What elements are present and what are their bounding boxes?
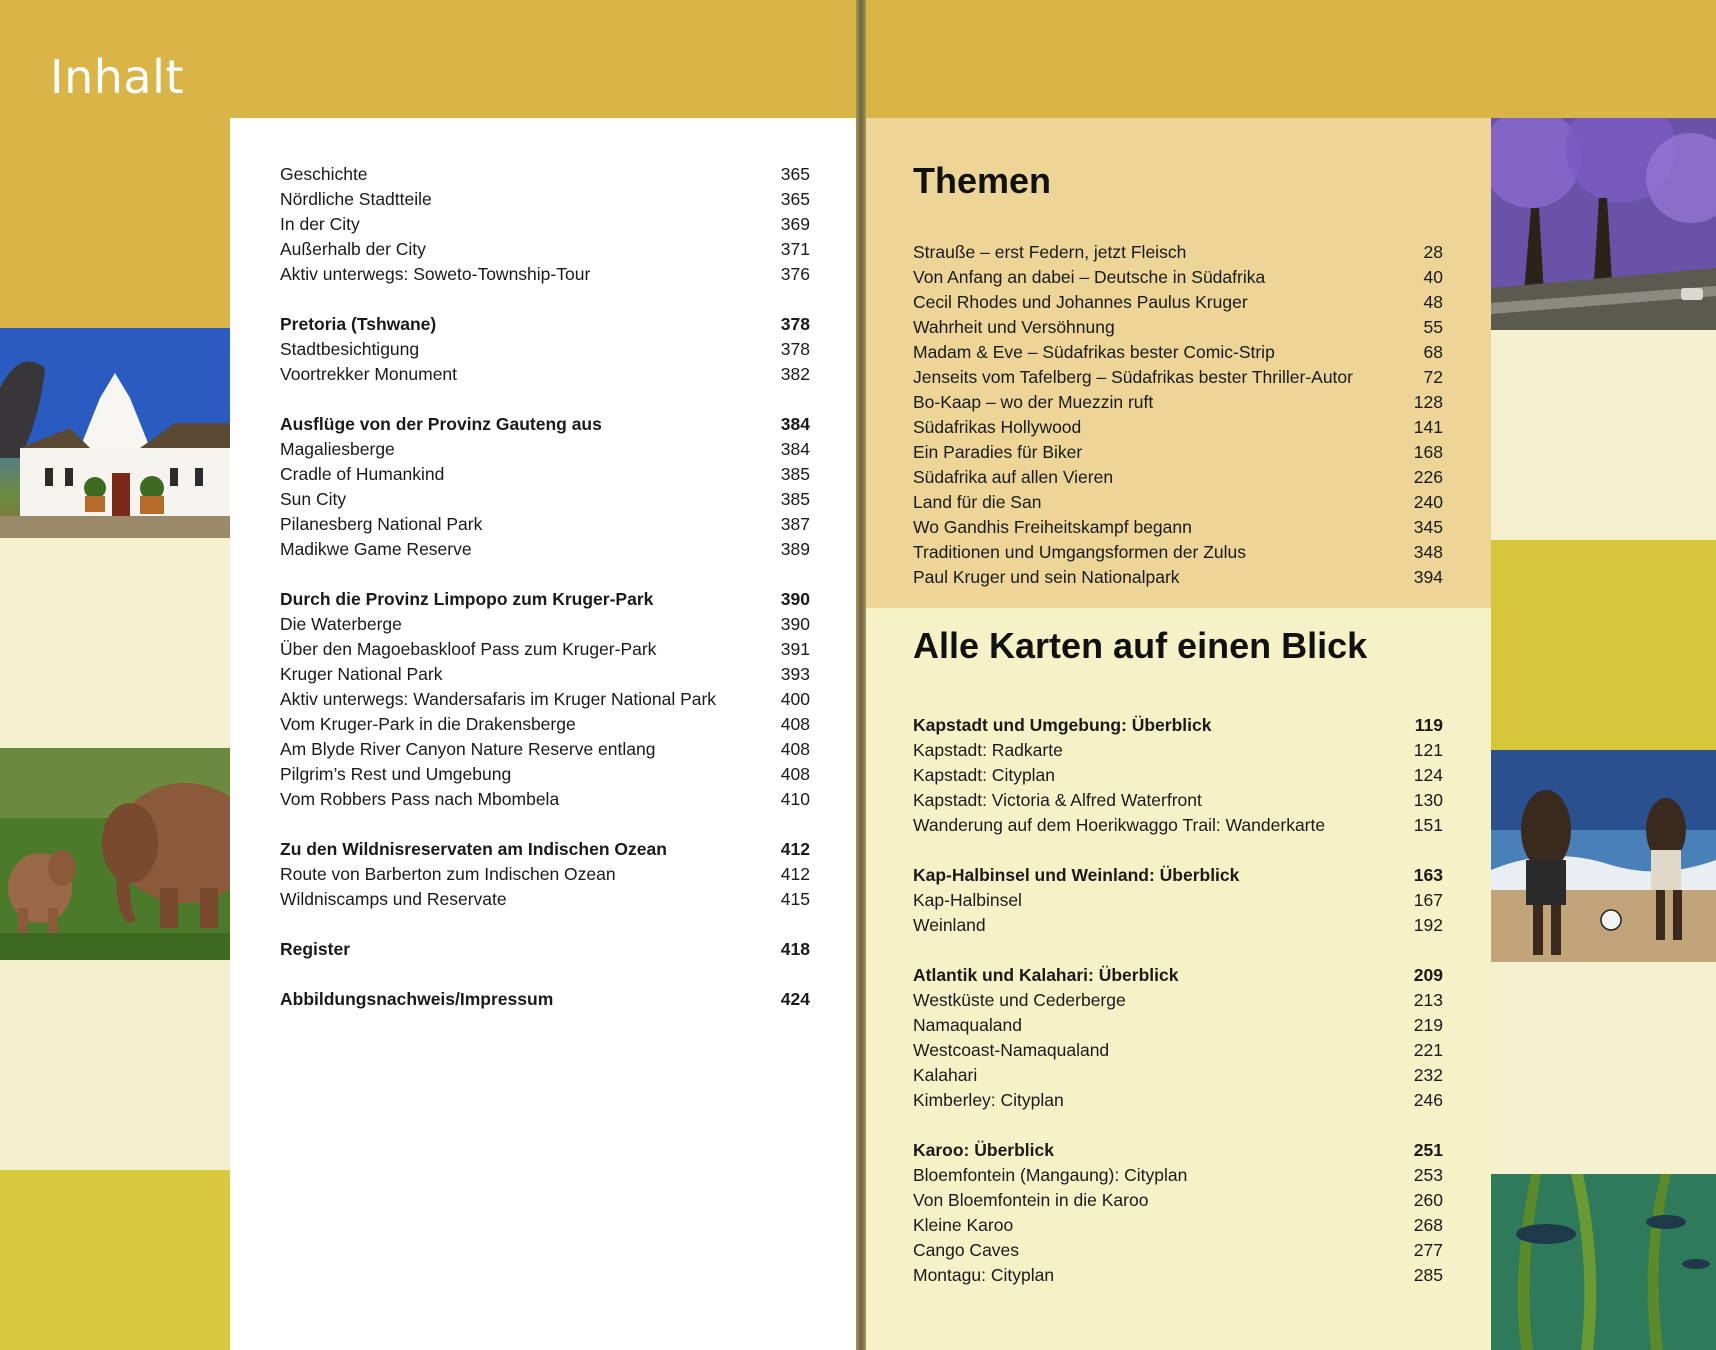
toc-entry-title: Vom Kruger-Park in die Drakensberge: [280, 714, 576, 734]
toc-entry-page: 371: [780, 239, 810, 259]
toc-entry-page: 365: [780, 189, 810, 209]
toc-entry-title: Kruger National Park: [280, 664, 443, 684]
toc-entry-page: 40: [1423, 267, 1443, 287]
toc-entry: [280, 787, 810, 812]
jacaranda-street-photo: [1491, 118, 1716, 330]
toc-entry: [280, 537, 810, 562]
toc-entry-title: Weinland: [913, 915, 986, 935]
toc-section-heading: [280, 937, 810, 962]
toc-entry-title: Wanderung auf dem Hoerikwaggo Trail: Wanderkarte: [913, 815, 1326, 835]
toc-entry-page: 385: [780, 489, 810, 509]
toc-entry-title: Route von Barberton zum Indischen Ozean: [280, 864, 616, 884]
toc-entry-page: 378: [780, 339, 810, 359]
toc-entry-page: 378: [780, 314, 810, 334]
toc-entry: [280, 687, 810, 712]
toc-entry-title: Madam & Eve – Südafrikas bester Comic-Strip: [913, 342, 1275, 362]
toc-entry-page: 68: [1423, 342, 1443, 362]
toc-entry: [913, 290, 1443, 315]
toc-entry-page: 209: [1413, 965, 1443, 985]
toc-entry-page: 55: [1423, 317, 1443, 337]
toc-entry-page: 285: [1413, 1265, 1443, 1285]
toc-entry-page: 418: [780, 939, 810, 959]
toc-entry: [280, 362, 810, 387]
toc-entry-page: 251: [1413, 1140, 1443, 1160]
toc-entry-title: Über den Magoebaskloof Pass zum Kruger-Park: [280, 639, 657, 659]
toc-entry: [913, 788, 1443, 813]
toc-entry: [913, 465, 1443, 490]
toc-entry-page: 130: [1413, 790, 1443, 810]
toc-entry: [280, 487, 810, 512]
toc-entry-page: 387: [780, 514, 810, 534]
toc-entry: [280, 662, 810, 687]
toc-entry-title: Kap-Halbinsel und Weinland: Überblick: [913, 865, 1240, 885]
toc-entry-title: Kapstadt: Radkarte: [913, 740, 1063, 760]
section-gap: [280, 562, 810, 587]
toc-entry-title: Durch die Provinz Limpopo zum Kruger-Park: [280, 589, 654, 609]
toc-entry: [280, 237, 810, 262]
toc-entry-title: Ein Paradies für Biker: [913, 442, 1083, 462]
toc-entry-title: Traditionen und Umgangsformen der Zulus: [913, 542, 1246, 562]
toc-entry-page: 28: [1423, 242, 1443, 262]
toc-entry-title: Cradle of Humankind: [280, 464, 445, 484]
toc-entry-title: Die Waterberge: [280, 614, 402, 634]
toc-entry: [913, 913, 1443, 938]
toc-entry-page: 119: [1414, 715, 1443, 735]
toc-entry-title: Sun City: [280, 489, 347, 509]
toc-entry-title: Bo-Kaap – wo der Muezzin ruft: [913, 392, 1154, 412]
toc-entry-page: 213: [1413, 990, 1443, 1010]
toc-entry-page: 151: [1413, 815, 1443, 835]
toc-entry-page: 415: [780, 889, 810, 909]
toc-entry: [913, 988, 1443, 1013]
toc-entry-page: 408: [780, 714, 810, 734]
toc-entry-page: 365: [780, 164, 810, 184]
side-band-cream: [0, 538, 230, 748]
beach-football-photo: [1491, 750, 1716, 962]
toc-entry: [280, 862, 810, 887]
toc-entry: [280, 612, 810, 637]
toc-entry-title: Land für die San: [913, 492, 1042, 512]
side-band-gold: [0, 118, 230, 328]
toc-entry-title: Bloemfontein (Mangaung): Cityplan: [913, 1165, 1188, 1185]
toc-entry-title: Cecil Rhodes und Johannes Paulus Kruger: [913, 292, 1248, 312]
toc-entry-title: Kapstadt: Cityplan: [913, 765, 1056, 785]
toc-entry-title: Von Anfang an dabei – Deutsche in Südafrika: [913, 267, 1266, 287]
cape-dutch-house-photo: [0, 328, 230, 538]
toc-entry-title: Register: [280, 939, 351, 959]
toc-entry-title: Namaqualand: [913, 1015, 1022, 1035]
toc-entry-title: Außerhalb der City: [280, 239, 426, 259]
toc-entry-title: Wo Gandhis Freiheitskampf begann: [913, 517, 1192, 537]
toc-entry-title: Kap-Halbinsel: [913, 890, 1022, 910]
toc-entry: [913, 813, 1443, 838]
toc-entry-page: 124: [1413, 765, 1443, 785]
header-band: [866, 0, 1716, 118]
toc-entry: [913, 340, 1443, 365]
toc-entry-title: Pretoria (Tshwane): [280, 314, 437, 334]
toc-entry: [913, 1013, 1443, 1038]
toc-section-heading: [280, 412, 810, 437]
toc-entry-page: 400: [780, 689, 810, 709]
toc-entry-title: Am Blyde River Canyon Nature Reserve entlang: [280, 739, 656, 759]
cape-dutch-house-illustration: [0, 328, 230, 538]
toc-entry-page: 389: [780, 539, 810, 559]
toc-entry-title: Karoo: Überblick: [913, 1140, 1054, 1160]
toc-entry-page: 219: [1413, 1015, 1443, 1035]
toc-entry-page: 192: [1413, 915, 1443, 935]
toc-entry-page: 226: [1413, 467, 1443, 487]
toc-entry: [913, 1213, 1443, 1238]
toc-entry-page: 412: [780, 864, 810, 884]
toc-entry: [913, 1188, 1443, 1213]
side-band-cream-2: [0, 960, 230, 1170]
toc-entry-page: 268: [1413, 1215, 1443, 1235]
toc-entry: [913, 365, 1443, 390]
toc-entry: [913, 440, 1443, 465]
toc-entry-page: 369: [780, 214, 810, 234]
toc-entry: [280, 437, 810, 462]
toc-entry-page: 391: [780, 639, 810, 659]
section-gap: [913, 938, 1443, 963]
side-band-lime: [1491, 540, 1716, 750]
side-band-cream-2: [1491, 962, 1716, 1174]
toc-entry: [280, 187, 810, 212]
toc-entry-page: 384: [780, 414, 810, 434]
toc-entry-title: Kleine Karoo: [913, 1215, 1014, 1235]
toc-section-heading: [280, 312, 810, 337]
toc-section-heading: [280, 837, 810, 862]
toc-entry-title: Ausflüge von der Provinz Gauteng aus: [280, 414, 602, 434]
toc-entry: [280, 637, 810, 662]
left-page: [0, 0, 856, 1350]
toc-entry-title: Südafrika auf allen Vieren: [913, 467, 1114, 487]
toc-entry-title: In der City: [280, 214, 360, 234]
toc-entry-title: Madikwe Game Reserve: [280, 539, 472, 559]
toc-entry-page: 121: [1413, 740, 1443, 760]
toc-entry: [913, 240, 1443, 265]
toc-entry-title: Magaliesberge: [280, 439, 395, 459]
karten-heading: Alle Karten auf einen Blick: [913, 625, 1368, 666]
toc-entry-page: 141: [1413, 417, 1443, 437]
toc-section-heading: [913, 863, 1443, 888]
toc-entry-page: 48: [1423, 292, 1443, 312]
toc-entry-title: Kimberley: Cityplan: [913, 1090, 1064, 1110]
toc-entry-page: 390: [780, 614, 810, 634]
toc-entry: [280, 887, 810, 912]
toc-entry-page: 167: [1413, 890, 1443, 910]
toc-entry-page: 253: [1413, 1165, 1443, 1185]
toc-entry-title: Strauße – erst Federn, jetzt Fleisch: [913, 242, 1187, 262]
toc-entry-page: 72: [1423, 367, 1443, 387]
toc-entry-title: Westküste und Cederberge: [913, 990, 1126, 1010]
kelp-aquarium-photo: [1491, 1174, 1716, 1350]
toc-entry: [280, 512, 810, 537]
toc-section-heading: [280, 987, 810, 1012]
side-band-cream: [1491, 330, 1716, 540]
toc-list: [280, 162, 810, 1012]
book-gutter: [856, 0, 866, 1350]
toc-entry-page: 348: [1413, 542, 1443, 562]
toc-entry: [913, 1238, 1443, 1263]
beach-illustration: [1491, 750, 1716, 962]
toc-entry-title: Atlantik und Kalahari: Überblick: [913, 965, 1179, 985]
toc-entry: [913, 540, 1443, 565]
toc-entry-title: Jenseits vom Tafelberg – Südafrikas bester Thriller-Autor: [913, 367, 1353, 387]
toc-section-heading: [913, 1138, 1443, 1163]
toc-entry: [280, 262, 810, 287]
toc-entry-page: 168: [1413, 442, 1443, 462]
toc-entry: [913, 315, 1443, 340]
toc-entry-page: 128: [1413, 392, 1443, 412]
toc-entry-title: Kalahari: [913, 1065, 978, 1085]
section-gap: [280, 387, 810, 412]
toc-entry-page: 408: [780, 764, 810, 784]
toc-entry: [913, 888, 1443, 913]
right-page: [866, 0, 1716, 1350]
elephants-illustration: [0, 748, 230, 960]
toc-entry: [913, 738, 1443, 763]
side-band-lime: [0, 1170, 230, 1350]
section-gap: [280, 287, 810, 312]
themen-list: [913, 240, 1443, 590]
toc-entry-title: Vom Robbers Pass nach Mbombela: [280, 789, 560, 809]
toc-entry: [913, 763, 1443, 788]
section-gap: [913, 1113, 1443, 1138]
karten-list: [913, 713, 1443, 1288]
toc-entry-title: Voortrekker Monument: [280, 364, 458, 384]
toc-entry-page: 410: [780, 789, 810, 809]
toc-entry: [913, 1038, 1443, 1063]
toc-entry: [913, 390, 1443, 415]
toc-entry-page: 277: [1413, 1240, 1443, 1260]
toc-entry-page: 345: [1413, 517, 1443, 537]
toc-entry-title: Paul Kruger und sein Nationalpark: [913, 567, 1180, 587]
toc-entry-page: 246: [1413, 1090, 1443, 1110]
section-gap: [280, 912, 810, 937]
toc-entry-title: Zu den Wildnisreservaten am Indischen Ozean: [280, 839, 667, 859]
toc-entry-title: Pilanesberg National Park: [280, 514, 483, 534]
toc-entry-page: 221: [1413, 1040, 1443, 1060]
section-gap: [280, 812, 810, 837]
toc-entry-title: Aktiv unterwegs: Wandersafaris im Kruger National Park: [280, 689, 717, 709]
toc-section-heading: [913, 963, 1443, 988]
toc-entry-title: Wildniscamps und Reservate: [280, 889, 507, 909]
toc-entry: [280, 712, 810, 737]
section-gap: [913, 838, 1443, 863]
toc-entry: [280, 162, 810, 187]
toc-entry-page: 376: [780, 264, 810, 284]
toc-entry-page: 382: [780, 364, 810, 384]
elephants-photo: [0, 748, 230, 960]
toc-entry-page: 240: [1413, 492, 1443, 512]
toc-entry-title: Geschichte: [280, 164, 368, 184]
toc-entry: [913, 1263, 1443, 1288]
toc-entry-title: Pilgrim’s Rest und Umgebung: [280, 764, 512, 784]
toc-entry-page: 390: [780, 589, 810, 609]
toc-entry-page: 393: [780, 664, 810, 684]
toc-entry-page: 260: [1413, 1190, 1443, 1210]
toc-entry-page: 384: [780, 439, 810, 459]
section-gap: [280, 962, 810, 987]
toc-entry-title: Abbildungsnachweis/Impressum: [280, 989, 554, 1009]
toc-entry: [913, 415, 1443, 440]
toc-entry-page: 424: [780, 989, 810, 1009]
toc-entry-title: Kapstadt und Umgebung: Überblick: [913, 715, 1212, 735]
toc-entry-page: 412: [780, 839, 810, 859]
toc-section-heading: [913, 713, 1443, 738]
toc-entry-title: Cango Caves: [913, 1240, 1020, 1260]
toc-entry-title: Montagu: Cityplan: [913, 1265, 1055, 1285]
page-title: Inhalt: [50, 50, 184, 104]
kelp-illustration: [1491, 1174, 1716, 1350]
toc-entry-page: 408: [780, 739, 810, 759]
toc-entry-page: 385: [780, 464, 810, 484]
toc-entry: [280, 737, 810, 762]
toc-entry-title: Kapstadt: Victoria & Alfred Waterfront: [913, 790, 1202, 810]
toc-entry-title: Nördliche Stadtteile: [280, 189, 432, 209]
toc-entry-title: Aktiv unterwegs: Soweto-Township-Tour: [280, 264, 591, 284]
toc-entry-title: Südafrikas Hollywood: [913, 417, 1082, 437]
toc-entry: [280, 762, 810, 787]
toc-entry-title: Westcoast-Namaqualand: [913, 1040, 1110, 1060]
toc-entry: [913, 565, 1443, 590]
toc-entry: [913, 265, 1443, 290]
toc-entry: [913, 515, 1443, 540]
toc-entry-title: Stadtbesichtigung: [280, 339, 420, 359]
toc-entry-page: 163: [1413, 865, 1443, 885]
toc-entry-page: 394: [1413, 567, 1443, 587]
toc-entry-page: 232: [1413, 1065, 1443, 1085]
toc-entry: [280, 212, 810, 237]
toc-entry-title: Wahrheit und Versöhnung: [913, 317, 1115, 337]
toc-entry: [913, 490, 1443, 515]
toc-section-heading: [280, 587, 810, 612]
themen-heading: Themen: [913, 160, 1052, 201]
toc-entry: [913, 1163, 1443, 1188]
toc-entry: [913, 1063, 1443, 1088]
jacaranda-illustration: [1491, 118, 1716, 330]
toc-entry: [913, 1088, 1443, 1113]
toc-entry: [280, 337, 810, 362]
toc-entry: [280, 462, 810, 487]
toc-entry-title: Von Bloemfontein in die Karoo: [913, 1190, 1149, 1210]
